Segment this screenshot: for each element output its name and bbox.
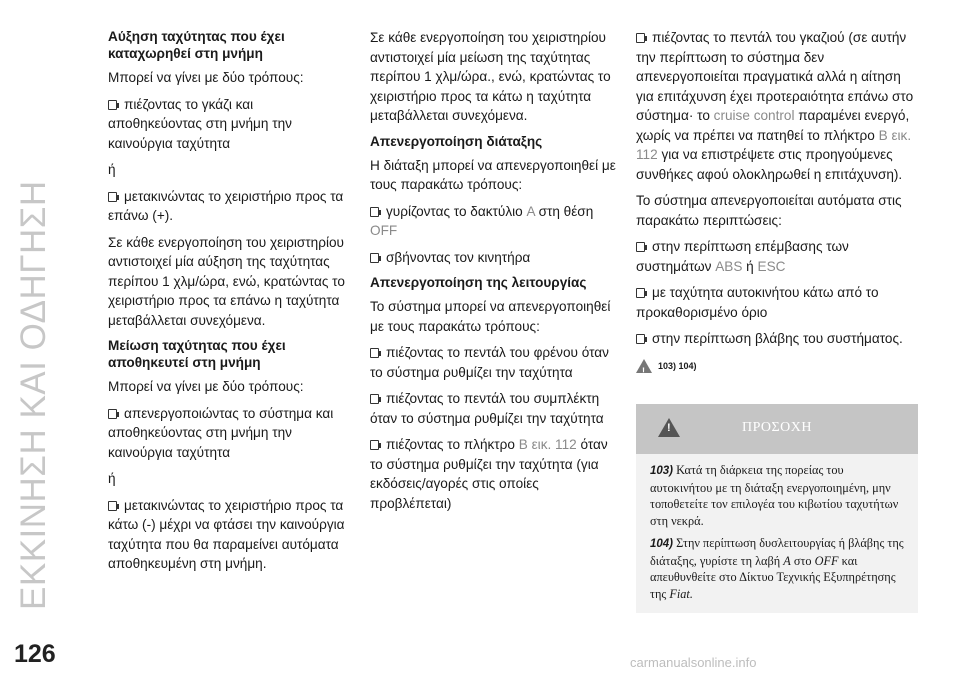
- bullet-item: απενεργοποιώντας το σύστημα και αποθηκεύοντας στη μνήμη την καινούργια ταχύτητα: [108, 405, 334, 460]
- bullet-item: στην περίπτωση επέμβασης των συστημάτων ABS ή ESC: [636, 239, 849, 274]
- sidebar: [0, 0, 78, 678]
- bullet-icon: [370, 253, 379, 263]
- warning-triangle-icon: !: [636, 359, 652, 373]
- bullet-icon: [370, 394, 379, 404]
- caution-header: [636, 404, 918, 454]
- bullet-item: γυρίζοντας το δακτύλιο A στη θέση OFF: [370, 203, 594, 238]
- bullet-icon: [636, 334, 645, 344]
- heading-speed-decrease: Μείωση ταχύτητας που έχει αποθηκευτεί στη μνήμη: [108, 338, 286, 370]
- heading-function-deactivation: Απενεργοποίηση της λειτουργίας: [370, 275, 587, 290]
- paragraph: Το σύστημα απενεργοποιείται αυτόματα στις παρακάτω περιπτώσεις:: [636, 193, 902, 228]
- bullet-icon: [636, 288, 645, 298]
- caution-box: [636, 404, 918, 613]
- warning-triangle-icon: !: [658, 418, 680, 437]
- paragraph: Μπορεί να γίνει με δύο τρόπους:: [108, 379, 304, 394]
- paragraph: Μπορεί να γίνει με δύο τρόπους:: [108, 70, 304, 85]
- chapter-title: ΕΚΚΙΝΗΣΗ ΚΑΙ ΟΔΗΓΗΣΗ: [14, 180, 53, 610]
- caution-title: ΠΡΟΣΟΧΗ: [742, 420, 812, 435]
- note-104: 104) Στην περίπτωση δυσλειτουργίας ή βλάβης της διάταξης, γυρίστε τη λαβή A στο OFF και απευθυνθείτε στο Δίκτυο Τεχνικής Εξυπηρέτησης της Fiat.: [650, 536, 904, 601]
- column-2: [370, 28, 616, 520]
- note-103: 103) Κατά τη διάρκεια της πορείας του αυτοκινήτου με τη διάταξη ενεργοποιημένη, μην τοποθετείτε τον επιλογέα του κιβωτίου ταχυτήτων στη νεκρά.: [650, 463, 899, 528]
- bullet-item: πιέζοντας το πεντάλ του συμπλέκτη όταν το σύστημα ρυθμίζει την ταχύτητα: [370, 391, 604, 426]
- bullet-icon: [636, 33, 645, 43]
- paragraph: Σε κάθε ενεργοποίηση του χειριστηρίου αντιστοιχεί μία μείωση της ταχύτητας περίπου 1 χλμ/ώρα., ενώ, κρατώντας το χειριστήριο προς τα κάτω η ταχύτητα μεταβάλλεται συνεχόμενα.: [370, 30, 611, 123]
- bullet-icon: [370, 348, 379, 358]
- bullet-item: μετακινώντας το χειριστήριο προς τα κάτω (-) μέχρι να φτάσει την καινούργια ταχύτητα που θα παραμείνει αυτόματα αποθηκευμένη στη μνήμη.: [108, 497, 345, 571]
- bullet-item: πιέζοντας το πεντάλ του φρένου όταν το σύστημα ρυθμίζει την ταχύτητα: [370, 345, 609, 380]
- watermark: carmanualsonline.info: [630, 655, 757, 670]
- paragraph: Η διάταξη μπορεί να απενεργοποιηθεί με τους παρακάτω τρόπους:: [370, 157, 616, 192]
- bullet-icon: [108, 100, 117, 110]
- caution-notes: [636, 454, 918, 602]
- bullet-item: με ταχύτητα αυτοκινήτου κάτω από το προκαθορισμένο όριο: [636, 285, 879, 320]
- heading-device-deactivation: Απενεργοποίηση διάταξης: [370, 133, 543, 149]
- bullet-icon: [108, 501, 117, 511]
- bullet-item: πιέζοντας το πεντάλ του γκαζιού (σε αυτήν την περίπτωση το σύστημα δεν απενεργοποιείται πραγματικά αλλά η αίτηση για επιτάχυνση έχει προτεραιότητα επάνω στο σύστημα· το cruise control παραμένει ενεργό, χωρίς να πρέπει να πατηθεί το πλήκτρο B εικ. 112 για να επιστρέψετε στις προηγούμενες συνθήκες αφού ολοκληρωθεί η επιτάχυνση).: [636, 30, 914, 182]
- bullet-item: στην περίπτωση βλάβης του συστήματος.: [636, 329, 916, 349]
- bullet-item: πιέζοντας το πλήκτρο B εικ. 112 όταν το σύστημα ρυθμίζει την ταχύτητα (για εκδόσεις/αγορές στις οποίες προβλέπεται): [370, 437, 608, 511]
- column-1: [108, 28, 348, 581]
- bullet-icon: [108, 409, 117, 419]
- bullet-item: πιέζοντας το γκάζι και αποθηκεύοντας στη μνήμη την καινούργια ταχύτητα: [108, 96, 292, 151]
- paragraph: Σε κάθε ενεργοποίηση του χειριστηρίου αντιστοιχεί μία αύξηση της ταχύτητας περίπου 1 χλμ/ώρα, ενώ, κρατώντας το χειριστήριο προς τα επάνω η ταχύτητα μεταβάλλεται συνεχόμενα.: [108, 234, 345, 328]
- bullet-icon: [636, 242, 645, 252]
- bullet-icon: [108, 192, 117, 202]
- or-text: ή: [108, 471, 116, 486]
- or-text: ή: [108, 162, 116, 177]
- heading-speed-increase: Αύξηση ταχύτητας που έχει καταχωρηθεί στη μνήμη: [108, 29, 285, 61]
- bullet-item: μετακινώντας το χειριστήριο προς τα επάνω (+).: [108, 188, 344, 223]
- bullet-icon: [370, 440, 379, 450]
- paragraph: Το σύστημα μπορεί να απενεργοποιηθεί με τους παρακάτω τρόπους:: [370, 299, 611, 334]
- warning-reference: ! 103) 104): [636, 357, 916, 377]
- page-number: 126: [14, 640, 56, 668]
- bullet-item: σβήνοντας τον κινητήρα: [370, 248, 616, 268]
- bullet-icon: [370, 207, 379, 217]
- column-3: [636, 28, 916, 376]
